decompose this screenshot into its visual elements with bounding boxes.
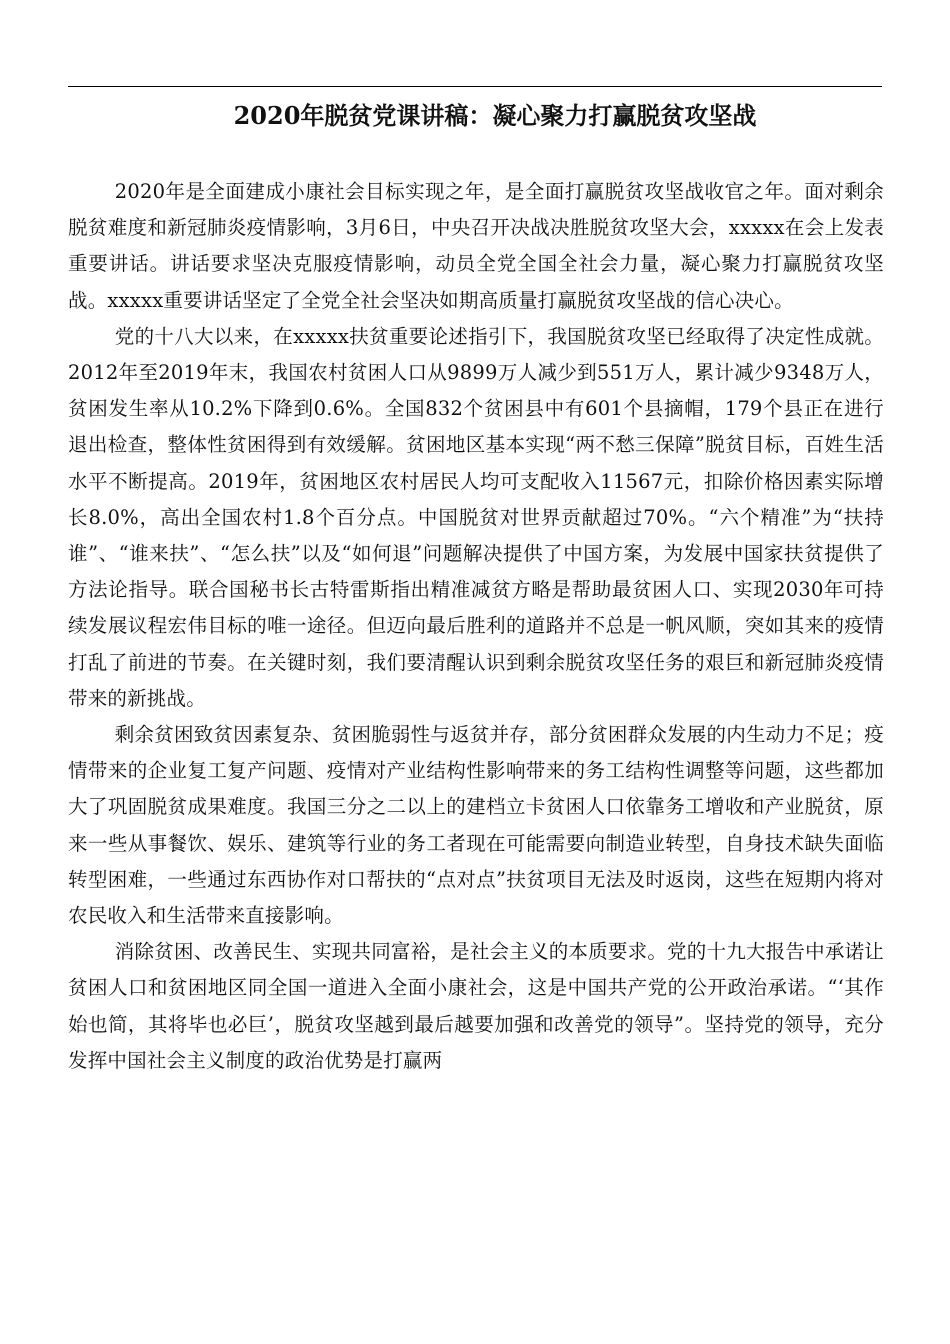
paragraph: 消除贫困、改善民生、实现共同富裕，是社会主义的本质要求。党的十九大报告中承诺让贫困人口和贫困地区同全国一道进入全面小康社会，这是中国共产党的公开政治承诺。“‘其作始也简，其将毕也必巨’，脱贫攻坚越到最后越要加强和改善党的领导”。坚持党的领导，充分发挥中国社会主义制度的政治优势是打赢两 [68, 940, 884, 1072]
paragraph: 2020年是全面建成小康社会目标实现之年，是全面打赢脱贫攻坚战收官之年。面对剩余脱贫难度和新冠肺炎疫情影响，3月6日，中央召开决战决胜脱贫攻坚大会，xxxxx在会上发表重要讲话。讲话要求坚决克服疫情影响，动员全党全国全社会力量，凝心聚力打赢脱贫攻坚战。xxxxx重要讲话坚定了全党全社会坚决如期高质量打赢脱贫攻坚战的信心决心。 [68, 180, 884, 312]
document-body [68, 174, 884, 1079]
paragraph: 党的十八大以来，在xxxxx扶贫重要论述指引下，我国脱贫攻坚已经取得了决定性成就。2012年至2019年末，我国农村贫困人口从9899万人减少到551万人，累计减少9348万人，贫困发生率从10.2%下降到0.6%。全国832个贫困县中有601个县摘帽，179个县正在进行退出检查，整体性贫困得到有效缓解。贫困地区基本实现“两不愁三保障”脱贫目标，百姓生活水平不断提高。2019年，贫困地区农村居民人均可支配收入11567元，扣除价格因素实际增长8.0%，高出全国农村1.8个百分点。中国脱贫对世界贡献超过70%。“六个精准”为“扶持谁”、“谁来扶”、“怎么扶”以及“如何退”问题解决提供了中国方案，为发展中国家扶贫提供了方法论指导。联合国秘书长古特雷斯指出精准减贫方略是帮助最贫困人口、实现2030年可持续发展议程宏伟目标的唯一途径。但迈向最后胜利的道路并不总是一帆风顺，突如其来的疫情打乱了前进的节奏。在关键时刻，我们要清醒认识到剩余脱贫攻坚任务的艰巨和新冠肺炎疫情带来的新挑战。 [68, 324, 884, 710]
document-title: 2020年脱贫党课讲稿：凝心聚力打赢脱贫攻坚战 [233, 101, 757, 130]
paragraph: 剩余贫困致贫因素复杂、贫困脆弱性与返贫并存，部分贫困群众发展的内生动力不足；疫情带来的企业复工复产问题、疫情对产业结构性影响带来的务工结构性调整等问题，这些都加大了巩固脱贫成果难度。我国三分之二以上的建档立卡贫困人口依靠务工增收和产业脱贫，原来一些从事餐饮、娱乐、建筑等行业的务工者现在可能需要向制造业转型，自身技术缺失面临转型困难，一些通过东西协作对口帮扶的“点对点”扶贫项目无法及时返岗，这些在短期内将对农民收入和生活带来直接影响。 [68, 723, 884, 928]
header-rule [68, 86, 882, 87]
